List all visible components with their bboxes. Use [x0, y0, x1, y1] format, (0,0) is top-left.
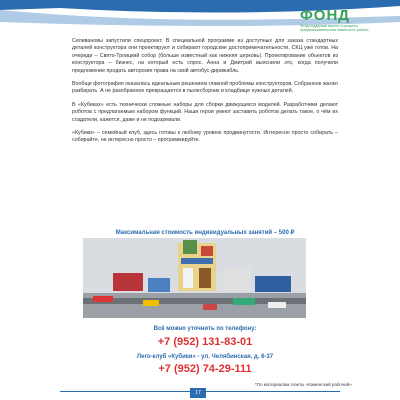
- logo-tagline: Фонд поддержки малого и среднего предпринимательства Каменского района: [300, 24, 369, 32]
- phone-number-2[interactable]: +7 (952) 74-29-111: [158, 363, 252, 375]
- footer-divider-right: [206, 391, 340, 392]
- phone-number-1[interactable]: +7 (952) 131-83-01: [157, 336, 253, 348]
- article-body: [72, 38, 338, 151]
- contact-call-label: Всё можно уточнить по телефону:: [153, 326, 257, 332]
- lego-city-photo: [83, 238, 306, 318]
- paragraph: Вообще фотография оказалась идеальным решением главной проблемы конструкторов. Собранное жалко разбирать. А не разобранное превращается в пылесборник и кладбище нужных деталей.: [72, 81, 338, 95]
- max-cost-note: Максимальная стоимость индивидуальных занятий – 500 ₽: [115, 230, 295, 236]
- paragraph: В «Кубиках» есть технически сложные наборы для сборки движущихся моделей. Разработчики делают роботов с предлагаемым набором функций. Наши герои умеют заставить роботов делать такое, о чём их создатели, кажется, даже и не подозревали.: [72, 101, 338, 123]
- paragraph: Селивановы запустили спецпроект. В специальной программе из доступных для заказа стандартных деталей конструктора они проектируют и собирают городские достопримечательности. СКЦ уже готов. На очереди – Свято-Троицкий собор (больше известный как нижняя церковь). Проектирование объектов из конструктора – бизнес, на который есть спрос. Анна и Дмитрий выяснили это, когда получили предложение продать авторские права на свой автобус-дирижабль.: [72, 38, 338, 74]
- page-number: 17: [190, 388, 206, 398]
- footer-divider-left: [60, 391, 190, 392]
- fund-logo: [300, 8, 384, 34]
- paragraph: «Кубики» – семейный клуб, здесь готовы к любому уровню продвинутости. Интересно просто собирать – собирайте, не интересно просто – программируйте.: [72, 130, 338, 144]
- lego-photo-image: [83, 238, 306, 318]
- logo-title: ФОНД: [300, 7, 350, 24]
- source-note: *По материалам газеты «Каменский рабочий»: [255, 382, 352, 387]
- club-address: Лего-клуб «Кубики» - ул. Челябинская, д. 6-37: [136, 354, 274, 360]
